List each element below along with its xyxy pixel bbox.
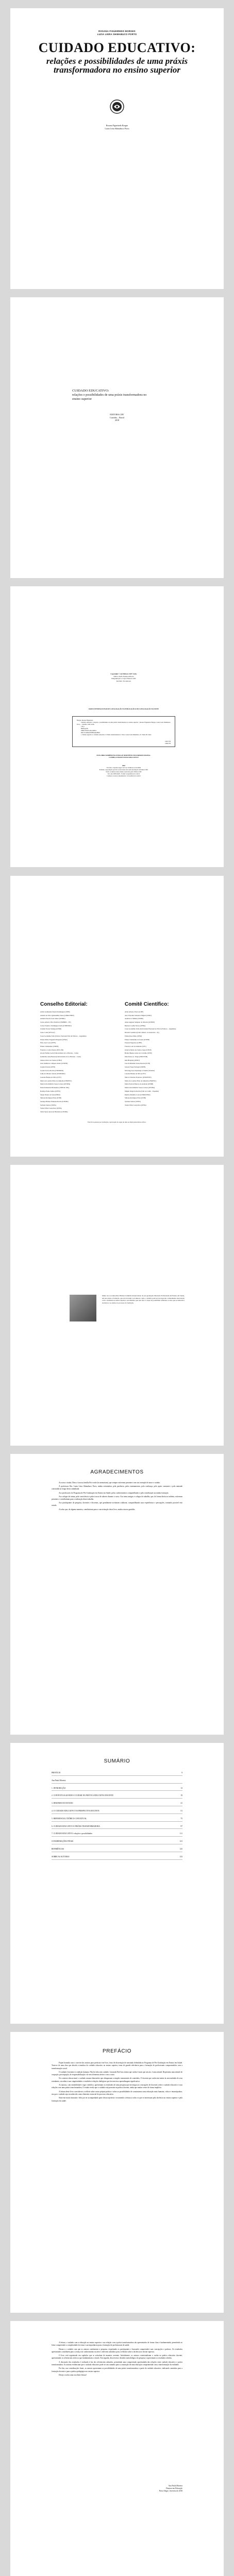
cover-authors <box>10 30 224 36</box>
editorial-council-member: Tania Suely Azevedo Brasileiro (UFOPA) <box>40 1110 68 1113</box>
toc-item[interactable] <box>52 1848 182 1852</box>
catalog-box <box>72 716 175 747</box>
scientific-committee-member: Maria Lília Imbiriba Sousa Colares (UFOPA) <box>125 1087 155 1089</box>
catalog-bibliography: Bibliografia <box>81 727 88 730</box>
toc-item-page: 111 <box>179 1833 182 1835</box>
toc-item-label: 1. INTRODUÇÃO <box>52 1787 66 1789</box>
catalog-isbn: ISBN 978-85-444-2386-9 <box>81 730 96 732</box>
editorial-council-member: Josania Portela (UFPI) <box>40 1066 56 1068</box>
copyright-line: Copyright © da Editora CRV Ltda. <box>110 673 137 675</box>
acknowledgement-paragraph: Aos colegas de turma, pela convivência e pelas trocas de saberes durante o curso. Aos meus amigos e colegas de trabalho, que, de forma direta ou indireta, estiveram presentes e contribuíram para a realização deste trabalho. <box>52 1495 182 1501</box>
half-title-block <box>72 389 155 401</box>
toc-item-label: REFERÊNCIAS <box>52 1848 64 1850</box>
editorial-council-member: Élsio José Corá (UFFS) <box>40 1042 56 1044</box>
editorial-council-member: Solange Helena Ximenes-Rocha (UFOPA) <box>40 1100 69 1103</box>
preface-page-2 <box>10 2321 224 2576</box>
editorial-council-member: Rodrigo Pratte-Santos (UFES) <box>40 1090 60 1092</box>
bio-page <box>10 1165 224 1446</box>
editorial-council-member: Elione Maria Nogueira Diogenes (UFAL) <box>40 1038 68 1041</box>
scientific-committee-member: Jussara Fraga Portugal (UNEB) <box>125 1066 146 1068</box>
legal-reproduction: Proibida a reprodução parcial ou total desta obra sem autorização da Editora CRV <box>99 769 148 771</box>
cover-organizer-1: Rosana Figueiredo Borges <box>106 124 128 127</box>
signature-place-date: Porto Alegre, fevereiro de 2018 <box>159 2490 182 2493</box>
toc-item[interactable] <box>52 1856 182 1860</box>
preface-2-paragraph: Por fim, nas considerações finais, as autoras apresentam as possibilidades de uma práxis transformadora a partir do cuidado educativo, indicando caminhos para a formação docente e para a prática pedagógica no ensino superior. <box>52 2367 182 2372</box>
preface-paragraph: Fiquei honrada com o convite das autoras para prefaciar este livro, fruto de dissertação de mestrado defendida no Programa de Pós-Graduação em Ensino em Saúde. Trata-se de uma obra que aborda a temática do cuidado educativo no ensino superior, tema de grande relevância para a formação de profissionais comprometidos com a transformação social. <box>52 2062 182 2070</box>
acknowledgement-paragraph: A todos que, de alguma maneira, contribuíram para a concretização deste livro, minha sincera gratidão. <box>59 1508 136 1511</box>
scientific-committee-member: Elizeu Clementino de Souza (UNEB) <box>125 1038 149 1041</box>
preface-signature <box>159 2485 182 2493</box>
toc-item-label: 4. O CUIDADO EDUCATIVO NA PERSPECTIVA DOCENTE <box>52 1809 99 1812</box>
scientific-committee-member: Francisco Ari de Andrade (UFC) <box>125 1045 146 1047</box>
half-title-subtitle: relações e possibilidades de uma práxis transformadora no ensino superior <box>72 393 147 401</box>
editorial-council-member: Maria de Lourdes Pinto de Almeida (UNOESC) <box>40 1079 72 1082</box>
toc-item-page: 125 <box>179 1848 182 1850</box>
signature-name: Ana Paula Moreira <box>168 2485 182 2487</box>
scientific-committee-member: Barbara Coelho Neves (UFBA) <box>125 1024 146 1027</box>
editorial-council-member: Lourdes Helena da Silva (UFV) <box>40 1076 61 1079</box>
legal-deposit: Foi feito o depósito legal conf. Lei 10.994 de 14/12/2004 <box>106 767 141 769</box>
acknowledgement-paragraph: Aos professores do Programa de Pós-Graduação em Ensino em Saúde, pelos conhecimentos compartilhados e pela contribuição na minha formação. <box>59 1492 169 1494</box>
scientific-committee-list <box>125 1011 207 1107</box>
editorial-council-member: Tadeu Oliver Gonçalves (UFPA) <box>40 1107 62 1110</box>
toc-item[interactable] <box>52 1810 182 1814</box>
editorial-council-member: Carlos Alberto Vilar Estêvão (UMINHO – PT) <box>40 1021 71 1024</box>
toc-item-page: 19 <box>180 1794 182 1797</box>
editorial-council-member: Antônio Pereira Gaio Júnior (UFRRJ) <box>40 1018 65 1020</box>
scientific-committee-member: Altair Alberto Fávero (UPF) <box>125 1011 144 1013</box>
acknowledgements-page <box>10 1454 224 1735</box>
scientific-committee-member: Helder Buenos Aires de Carvalho (UFPI) <box>125 1052 152 1055</box>
editorial-council-member: Aldira Guimarães Duarte Domínguez (UNB) <box>40 1011 70 1013</box>
editorial-council-member: Sérgio Nunes de Jesus (IFRO) <box>40 1093 60 1096</box>
editorial-council-member: Francisco Carlos Duarte (PUC-PR) <box>40 1048 64 1051</box>
toc-item[interactable] <box>52 1833 182 1837</box>
legal-year: 2018 <box>122 765 125 767</box>
preface-paragraph: Sinto-me muito honrada e feliz por ter acompanhado parte desta trajetória e recomendo a leitura a todos os que se interessam pela docência no ensino superior e pela formação em saúde. <box>52 2097 182 2102</box>
scientific-committee-member: Inês Bragança (UERJ) <box>125 1059 140 1061</box>
editorial-council-member: Guillermo Arias Beatón (Universidade de La Havana – Cuba) <box>40 1055 81 1058</box>
signature-title: Doutora em Educação <box>166 2487 182 2490</box>
editorial-council-member: Andréia da Silva Quintanilha Sousa (UNIR/UFRN) <box>40 1014 74 1016</box>
author-photo <box>70 1295 96 1321</box>
scientific-committee-member: Gláucia Maria dos Santos Jorge (UFOP) <box>125 1048 152 1051</box>
preface-2-paragraph: A discussão dos resultados é realizada à luz dos referenciais adotados, permitindo uma compreensão aprofundada das relações entre cuidado educativo e práxis transformadora. As autoras evidenciam que o cuidado educativo pode ser um caminho para a construção de uma educação comprometida com a transformação da realidade. <box>52 2361 182 2366</box>
preface-2-paragraph: Destaco o cuidado com que as autoras conduziram a pesquisa, respeitando os participantes e buscando compreender suas concepções e práticas. Os resultados apresentados contribuem para o avanço do conhecimento na área e oferecem subsídios para a reflexão sobre a docência no ensino superior. <box>52 2348 182 2353</box>
editorial-council-member: Leonel Severo Rocha (UNISINOS) <box>40 1069 64 1072</box>
editorial-council-member: Paulo Romualdo Hernandes (UNIFAL-MG) <box>40 1087 70 1089</box>
toc-item-page: 121 <box>179 1840 182 1843</box>
scientific-committee-member: Ilma Passos A. Veiga (UNICEUB) <box>125 1055 147 1058</box>
scientific-committee-member: Marcos Vinicius Francisco (UNOESTE) <box>125 1076 152 1079</box>
toc-title: SUMÁRIO <box>104 1758 130 1764</box>
councils-page <box>10 876 224 1157</box>
acknowledgement-paragraph: Aos participantes da pesquisa, docentes e discentes, que gentilmente aceitaram colaborar, compartilhando suas experiências e percepções, tornando possível este estudo. <box>52 1502 182 1507</box>
scientific-committee-member: Kilwangy Kya Kapitango-a-Samba (Unemat) <box>125 1069 155 1072</box>
catalog-cdu: CDU 378 <box>164 740 171 742</box>
toc-item-label: PREFÁCIO <box>52 1772 61 1774</box>
editorial-council-member: Gloria Fariñas León (Universidade de La Havana – Cuba) <box>40 1052 78 1055</box>
preface-title: PREFÁCIO <box>103 2048 131 2054</box>
editorial-council-member: Lídia de Oliveira Xavier (UNIEURO) <box>40 1073 65 1075</box>
scientific-committee-title: Comitê Científico: <box>125 1002 169 1007</box>
editor-chief-line: Editor-chefe: Railson Moura <box>113 675 134 677</box>
revision-line: Revisão: Os Autores <box>116 680 131 682</box>
preface-paragraph: As autoras, com sensibilidade e rigor científico, apresentam os resultados de uma pesquisa que investigou as concepções de docentes sobre o cuidado educativo e suas relações com uma práxis transformadora. O estudo revela que o cuidado está presente na prática docente, ainda que muitas vezes de forma implícita. <box>52 2084 182 2089</box>
preface-2-paragraph: O livro está organizado em capítulos que se articulam de maneira coerente. Inicialmente, as autoras contextualizam o cuidar na prática educativa docente, apresentando os referenciais teóricos que fundamentam o estudo. Em seguida, descrevem o desenho metodológico da pesquisa e apresentam os resultados obtidos. <box>52 2354 182 2360</box>
acknowledgements-title: AGRADECIMENTOS <box>90 1469 144 1475</box>
editorial-council-list <box>40 1011 123 1114</box>
catalog-pages: 134 p. <box>81 725 85 727</box>
editorial-council-member: João Adalberto Campato Junior (UNESP) <box>40 1062 68 1065</box>
editorial-council-member: Celso Conti (UFSCar) <box>40 1031 55 1034</box>
toc-item[interactable] <box>52 1772 182 1776</box>
scientific-committee-member: Sydione Santos (UEPG) <box>125 1100 141 1103</box>
bio-text: Muito nos reconhecemos Bárbara Schmidt Arnaud Aluno da pós-graduação Mestrado Profissional em Ensino em Saúde, em sua práxis e formação, que nos levaram a reconhecer como o cuidado pode ser incorporado e diretamente relacionado com a realidade do ensino superior. Acreditamos que este livro é capaz de possibilitar reflexões a todos que se dedicam à docência e ao ensino no processo de formação. <box>102 1295 185 1304</box>
toc-item[interactable] <box>52 1794 182 1799</box>
toc-item-label: 6. CUIDADO EDUCATIVO E PRÁXIS TRANSFORMADORA <box>52 1825 100 1827</box>
cover-title: CUIDADO EDUCATIVO: <box>38 40 196 55</box>
toc-item[interactable] <box>52 1802 182 1806</box>
scientific-committee-member: José de Ribamar Sousa Pereira (UCB) <box>125 1062 150 1065</box>
toc-item[interactable] <box>52 1840 182 1844</box>
half-title-city: Curitiba – Brasil <box>110 416 124 419</box>
scientific-committee-member: Tadeu Oliver Gonçalves (UFPA) <box>125 1104 146 1106</box>
catalog-cdd: CDD 378 <box>164 742 171 744</box>
editorial-council-member: Carlos Federico Dominguez Avila (UNIEURO) <box>40 1024 72 1027</box>
layout-line: Diagramação e Capa: Editora CRV <box>111 677 136 680</box>
rights-notice <box>72 754 175 758</box>
editorial-council-member: Simone Rodrigues Pinto (UNB) <box>40 1097 61 1099</box>
editorial-council-member: Maria Lília Imbiriba Sousa Colares (UFOPA) <box>40 1083 71 1086</box>
preface-page <box>10 2032 224 2313</box>
toc-item-label: CONSIDERAÇÕES FINAIS <box>52 1840 74 1843</box>
toc-list <box>52 1772 182 1863</box>
toc-item-page: 41 <box>180 1802 182 1805</box>
toc-item-label: 2. CONTEXTUALIZANDO O CUIDAR NA PRÁTICA EDUCATIVA DOCENTE <box>52 1794 114 1797</box>
catalog-heading: DADOS INTERNACIONAIS DE CATALOGAÇÃO NA PUBLICAÇÃO (CIP) CATALOGAÇÃO NA FONTE <box>88 708 159 710</box>
toc-item-page: 97 <box>180 1825 182 1827</box>
preface-paragraph: No contexto educacional, o cuidado assume dimensões que ultrapassam a simples transmissão de conteúdos. O docente que cuida está atento às necessidades de seus estudantes, reconhece suas singularidades e estabelece relações dialógicas que favorecem a aprendizagem significativa. <box>52 2077 182 2082</box>
cover-author-2: LUZIA LEIRA SHIMABUCO PORTO <box>97 33 137 36</box>
scientific-committee-member: Andréia N. Militão (UEMS) <box>125 1018 144 1020</box>
copyright-credits <box>72 673 175 682</box>
editorial-council-member: Jailson Alves dos Santos (UFRJ) <box>40 1059 62 1061</box>
catalog-author: Borges, Rosana Figueiredo <box>77 719 93 721</box>
scientific-committee-member: Maria de Lourdes Pinto de Almeida (UNOESC) <box>125 1079 157 1082</box>
toc-item-page: 133 <box>179 1855 182 1858</box>
cover-organizers <box>10 124 224 130</box>
catalog-description: Cuidado educativo: relações e possibilidades de uma práxis transformadora no ensino superior / Rosana Figueiredo Borges, Luzia Leira Shimabuco Porto. – Curitiba: CRV, 2018. <box>77 721 171 725</box>
toc-item-page: 75 <box>180 1817 182 1820</box>
legal-notice <box>72 765 175 777</box>
rights-line-1: ESTA OBRA TAMBÉM ENCONTRA-SE DISPONÍVEL EM FORMATO DIGITAL. <box>96 754 151 756</box>
editorial-council-title: Conselho Editorial: <box>40 1002 88 1007</box>
cover-page <box>10 8 224 289</box>
acknowledgements-body <box>52 1482 182 1512</box>
scientific-committee-member: Maria Eurácia Barreto de Andrade (UFRB) <box>125 1083 154 1086</box>
legal-contact: Tel.: (41) 3039-6418 - E-mail: sac@editoracrv.com.br <box>107 773 140 775</box>
half-title-page <box>10 297 224 578</box>
copyright-page <box>10 586 224 867</box>
scientific-committee-member: Eliane Rose Maio (UEM) <box>125 1035 142 1037</box>
legal-rights: Todos os direitos desta edição reservados pela: Editora CRV <box>106 771 142 773</box>
preface-2-paragraph: Desejo a todos uma excelente leitura! <box>59 2374 87 2376</box>
half-title-publisher: EDITORA CRV <box>110 413 124 416</box>
preface-2-body <box>52 2342 182 2378</box>
cover-subtitle: relações e possibilidades de uma práxis transformadora no ensino superior <box>46 56 188 75</box>
catalog-subjects: 1. Ensino superior 2. Cuidado educativo 3. Práxis transformadora I. Porto, Luzia Leira Shimabuco. II. Título III. Série <box>81 734 152 736</box>
catalog-codes <box>165 740 171 744</box>
rights-line-2: CONHEÇA E BAIXE NOSSO APLICATIVO! <box>109 756 139 758</box>
toc-item[interactable] <box>52 1787 182 1791</box>
cover-organizer-2: Luzia Leira Shimabuco Porto <box>105 127 129 130</box>
toc-item[interactable] <box>52 1825 182 1829</box>
acknowledgement-paragraph: Ao nosso criador, Deus e à nossa família Pai e mãe (in memoriam), que sempre estiveram presentes com seu exemplo de amor e carinho. <box>59 1482 161 1484</box>
toc-item-label: Ana Paula Moreira <box>52 1779 66 1782</box>
editorial-council-member: Elizeu Clementino (UNEB) <box>40 1045 59 1047</box>
toc-item-label: SOBRE AS AUTORAS <box>52 1855 70 1858</box>
review-footnote: Este livro passou por avaliação e aprovação às cegas de dois ou mais pareceristas ad hoc. <box>88 1121 146 1123</box>
publisher-logo-icon <box>109 99 125 114</box>
catalog-doi: DOI 10.24824/978854442386.9 <box>81 732 101 734</box>
toc-item-label: 7. CUIDADO EDUCATIVO: relações e possibilidades <box>52 1833 93 1835</box>
half-title-year: 2018 <box>114 419 120 422</box>
toc-item-label: 5. REFERENCIAL TEÓRICO-CONCEITUAL <box>52 1817 87 1820</box>
toc-item[interactable] <box>52 1780 182 1784</box>
scientific-committee-member: Cesar Gerónimo Tello (Universidad Nacional de Três de Febrero – Argentina) <box>125 1028 176 1030</box>
preface-2-paragraph: A leitura, o cuidado com a educação no ensino superior e sua relação com a práxis transformadora são apresentados de forma clara e fundamentada, permitindo ao leitor compreender a complexidade do tema e sua importância para a formação de profissionais de saúde. <box>52 2342 182 2347</box>
half-title-publisher-block <box>10 413 224 422</box>
toc-page <box>10 1743 224 2024</box>
half-title-title: CUIDADO EDUCATIVO: <box>72 389 109 393</box>
toc-item-page: 9 <box>181 1772 182 1774</box>
scientific-committee-member: Simone Rodrigues Pinto (UNB) <box>125 1097 146 1099</box>
toc-item-page: 13 <box>180 1787 182 1789</box>
scientific-committee-member: Míguel Ángel de Rocha (Univ de Cádiz – Espanha) <box>125 1090 159 1092</box>
cover-author-1: ROSANA FIGUEIREDO BORGES <box>98 30 136 32</box>
toc-item-label: 3. DESENHO DO ESTUDO <box>52 1802 73 1805</box>
editorial-council-member: Carmen Tereza Velanga (UNIR) <box>40 1028 61 1030</box>
acknowledgement-paragraph: À professora Dra. Luzia Leira Shimabuco Porto, minha orientadora, pela paciência, pelos ensinamentos, pela confiança, pelo apoio constante e pela amizade construída ao longo desta caminhada. <box>52 1485 182 1490</box>
preface-paragraph: A leitura deste livro convida-nos a refletir sobre nossa própria prática e sobre as possibilidades de construirmos uma educação mais humana, crítica e emancipadora, em que o cuidado seja reconhecido como elemento essencial do processo educativo. <box>52 2090 182 2095</box>
toc-item[interactable] <box>52 1818 182 1822</box>
editorial-council-member: Cesar Gerónimo Tello (Univer. Nacional Três de Febrero – Argentina) <box>40 1035 87 1037</box>
toc-item-page: 51 <box>180 1809 182 1812</box>
preface-body <box>52 2062 182 2104</box>
scientific-committee-member: Diosnel Centurion (Univ Americ. de Asunción – Py) <box>125 1031 159 1034</box>
editorial-council-member: Sydione Santos (UEPG) <box>40 1104 56 1106</box>
legal-site: Conheça os nossos lançamentos: www.editoracrv.com.br <box>107 775 141 777</box>
scientific-committee-member: Ramiro Marinho Costa (UNIR/UFRO) <box>125 1093 151 1096</box>
scientific-committee-member: Anna Augusta Sampaio de Oliveira (UNESP) <box>125 1021 155 1024</box>
scientific-committee-member: Lourdes Helena da Silva (UFV) <box>125 1073 146 1075</box>
scientific-committee-member: Fauston Negreiros (UFPI) <box>125 1042 142 1044</box>
scientific-committee-member: Ana Chrystina Venancio Mignot (UERJ) <box>125 1014 152 1016</box>
preface-paragraph: O cuidado é inerente à condição humana. Não há vida sem cuidado. Leonardo Boff nos ensina que cuidar é mais que um ato, é uma atitude. Representa uma atitude de ocupação, preocupação, de responsabilização e de envolvimento afetivo com o outro. <box>52 2071 182 2076</box>
